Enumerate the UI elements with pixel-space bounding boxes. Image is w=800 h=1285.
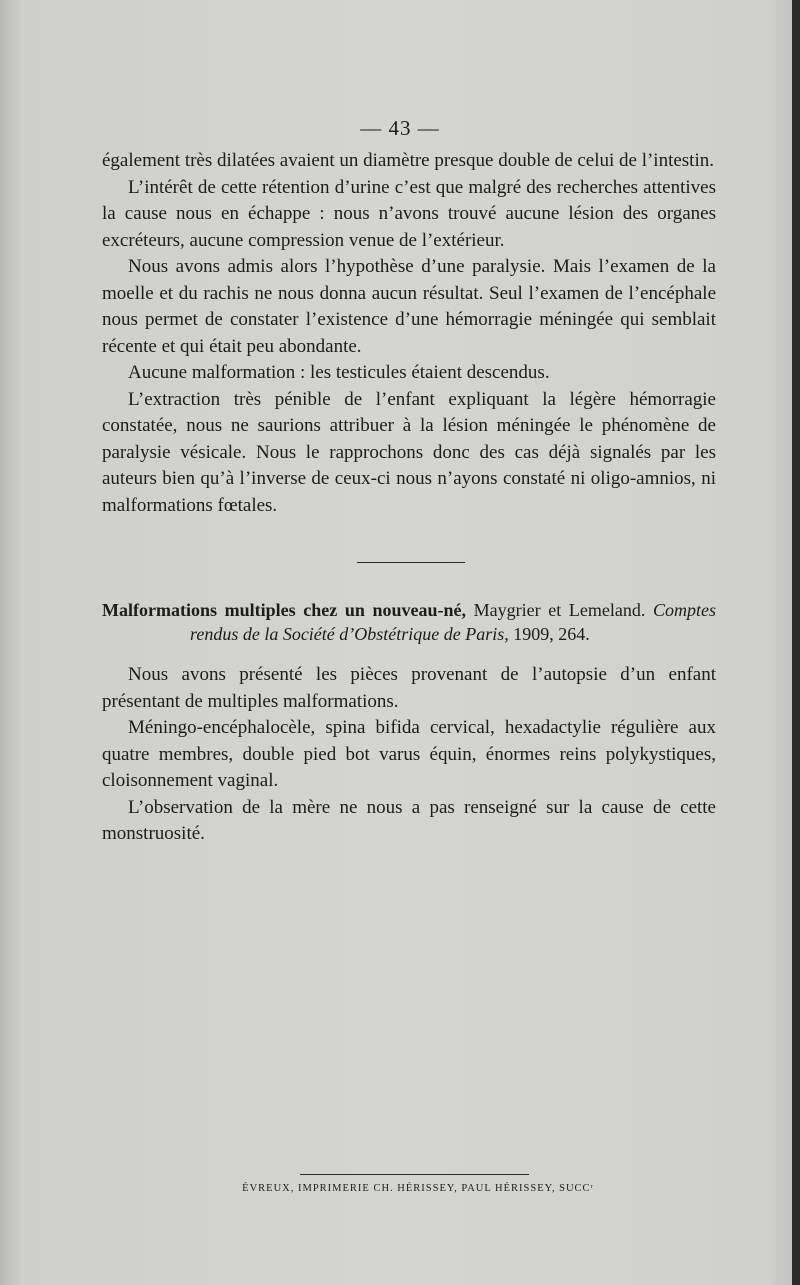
printer-imprint: ÉVREUX, IMPRIMERIE CH. HÉRISSEY, PAUL HÉRISSEY, SUCCʳ <box>242 1183 594 1194</box>
paragraph: L’extraction très pénible de l’enfant expliquant la légère hémorragie constatée, nous ne saurions attribuer à la lésion méningée le phénomène de paralysie vésicale. Nous le rapprochons donc des cas déjà signalés par les auteurs bien qu’à l’inverse de ceux-ci nous n’ayons constaté ni oligo-amnios, ni malformations fœtales. <box>102 388 716 516</box>
paragraph: Méningo-encéphalocèle, spina bifida cervical, hexadactylie régulière aux quatre membres, double pied bot varus équin, énormes reins polykystiques, cloisonnement vaginal. <box>102 717 716 791</box>
article-journal-part-1: Comptes <box>653 600 717 620</box>
article-year-page: 1909, 264. <box>513 624 590 644</box>
section-2-text <box>102 662 716 848</box>
section-1-text <box>102 148 716 519</box>
section-divider <box>357 562 465 563</box>
paragraph: Nous avons admis alors l’hypothèse d’une paralysie. Mais l’examen de la moelle et du rachis ne nous donna aucun résultat. Seul l’examen de l’encéphale nous permet de constater l’existence d’une hémorragie méningée qui semblait récente et qui était peu abondante. <box>102 256 716 357</box>
footer-divider <box>300 1174 529 1175</box>
article-authors: Maygrier et Lemeland. <box>473 600 646 620</box>
article-journal-part-2: rendus de la Société d’Obstétrique de Paris, <box>190 624 509 644</box>
page-edge-shadow <box>792 0 800 1285</box>
paragraph: L’observation de la mère ne nous a pas renseigné sur la cause de cette monstruosité. <box>102 796 716 844</box>
paragraph: Aucune malformation : les testicules étaient descendus. <box>128 362 550 383</box>
article-heading-line-2 <box>102 622 716 646</box>
paragraph: L’intérêt de cette rétention d’urine c’est que malgré des recherches attentives la cause nous en échappe : nous n’avons trouvé aucune lésion des organes excréteurs, aucune compression venue de l’extérieur. <box>102 176 716 251</box>
article-title: Malformations multiples chez un nouveau-né, <box>102 600 467 620</box>
page-number: — 43 — <box>360 116 440 140</box>
paragraph: également très dilatées avaient un diamètre presque double de celui de l’intestin. <box>102 150 714 171</box>
article-heading <box>102 598 716 646</box>
paragraph: Nous avons présenté les pièces provenant de l’autopsie d’un enfant présentant de multiples malformations. <box>102 664 716 712</box>
article-heading-line-1 <box>102 598 716 622</box>
